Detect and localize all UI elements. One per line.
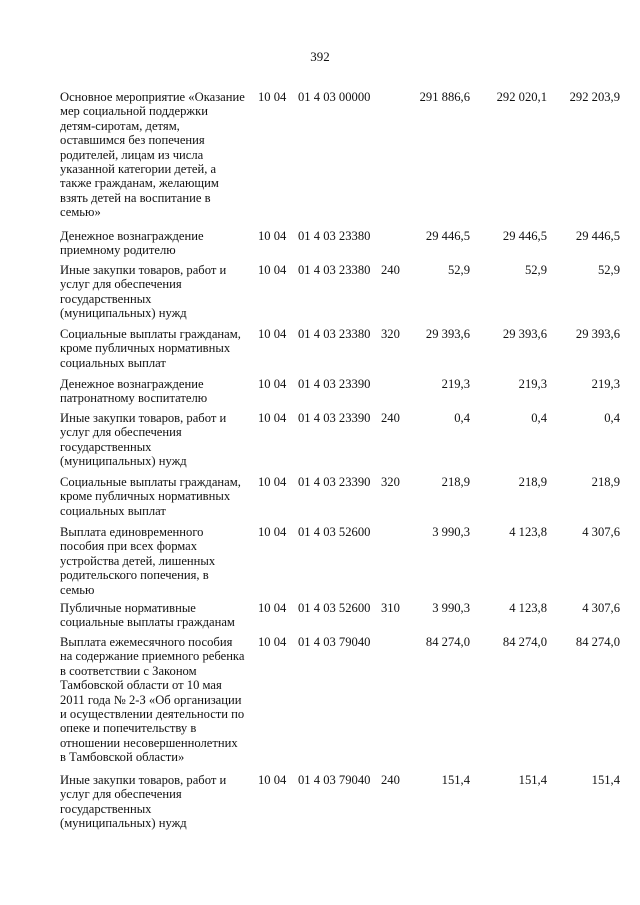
- row-value-year-1: 52,9: [447, 263, 470, 277]
- row-value-year-3: 84 274,0: [575, 635, 620, 649]
- row-target-article: 01 4 03 23390: [298, 475, 371, 489]
- row-target-article: 01 4 03 52600: [298, 601, 371, 615]
- row-value-year-2: 0,4: [531, 411, 547, 425]
- row-value-year-2: 52,9: [524, 263, 547, 277]
- row-value-year-3: 29 446,5: [575, 229, 620, 243]
- row-target-article: 01 4 03 79040: [298, 635, 371, 649]
- row-section-code: 10 04: [258, 263, 287, 277]
- row-value-year-1: 151,4: [441, 773, 470, 787]
- row-value-year-3: 0,4: [604, 411, 620, 425]
- row-expense-type: 240: [381, 263, 400, 277]
- row-value-year-2: 4 123,8: [509, 525, 547, 539]
- page-number: 392: [310, 49, 330, 64]
- row-description: Иные закупки товаров, работ и услуг для обеспечения государственных (муниципальных) нужд: [60, 773, 227, 831]
- row-description: Выплата единовременного пособия при всех формах устройства детей, лишенных родительского попечения, в семью: [60, 525, 216, 597]
- row-value-year-3: 219,3: [591, 377, 620, 391]
- row-value-year-3: 29 393,6: [575, 327, 620, 341]
- row-section-code: 10 04: [258, 377, 287, 391]
- row-expense-type: 310: [381, 601, 400, 615]
- row-section-code: 10 04: [258, 229, 287, 243]
- row-value-year-2: 219,3: [518, 377, 547, 391]
- row-description: Денежное вознаграждение приемному родителю: [60, 229, 204, 258]
- row-description: Публичные нормативные социальные выплаты гражданам: [60, 601, 235, 630]
- row-value-year-1: 291 886,6: [419, 90, 470, 104]
- row-value-year-1: 219,3: [441, 377, 470, 391]
- row-description: Социальные выплаты гражданам, кроме публичных нормативных социальных выплат: [60, 327, 241, 370]
- row-value-year-3: 4 307,6: [582, 601, 620, 615]
- row-target-article: 01 4 03 23380: [298, 263, 371, 277]
- row-description: Иные закупки товаров, работ и услуг для обеспечения государственных (муниципальных) нужд: [60, 411, 227, 469]
- row-section-code: 10 04: [258, 475, 287, 489]
- row-value-year-1: 3 990,3: [432, 525, 470, 539]
- row-value-year-3: 52,9: [597, 263, 620, 277]
- row-target-article: 01 4 03 23380: [298, 327, 371, 341]
- row-value-year-1: 84 274,0: [425, 635, 470, 649]
- row-expense-type: 240: [381, 773, 400, 787]
- row-value-year-3: 292 203,9: [569, 90, 620, 104]
- row-section-code: 10 04: [258, 327, 287, 341]
- row-value-year-1: 0,4: [454, 411, 470, 425]
- row-value-year-2: 29 446,5: [502, 229, 547, 243]
- row-value-year-1: 218,9: [441, 475, 470, 489]
- row-description: Денежное вознаграждение патронатному воспитателю: [60, 377, 208, 406]
- row-value-year-3: 151,4: [591, 773, 620, 787]
- row-target-article: 01 4 03 23390: [298, 411, 371, 425]
- row-target-article: 01 4 03 23380: [298, 229, 371, 243]
- row-value-year-2: 292 020,1: [496, 90, 547, 104]
- row-section-code: 10 04: [258, 525, 287, 539]
- row-description: Выплата ежемесячного пособия на содержание приемного ребенка в соответствии с Законом Тамбовской области от 10 мая 2011 года № 2-З «Об организации и осуществлении деятельности по опеке и попечительству в отношении несовершеннолетних в Тамбовской области»: [60, 635, 245, 765]
- row-expense-type: 320: [381, 327, 400, 341]
- row-target-article: 01 4 03 79040: [298, 773, 371, 787]
- row-description: Иные закупки товаров, работ и услуг для обеспечения государственных (муниципальных) нужд: [60, 263, 227, 321]
- row-expense-type: 320: [381, 475, 400, 489]
- row-value-year-1: 29 393,6: [425, 327, 470, 341]
- row-value-year-2: 84 274,0: [502, 635, 547, 649]
- row-section-code: 10 04: [258, 90, 287, 104]
- row-value-year-3: 4 307,6: [582, 525, 620, 539]
- row-section-code: 10 04: [258, 635, 287, 649]
- row-value-year-2: 4 123,8: [509, 601, 547, 615]
- row-value-year-2: 218,9: [518, 475, 547, 489]
- row-description: Основное мероприятие «Оказание мер социальной поддержки детям-сиротам, детям, оставшимся без попечения родителей, лицам из числа указанной категории детей, а также гражданам, желающим взять детей на воспитание в семью»: [60, 90, 245, 220]
- row-target-article: 01 4 03 52600: [298, 525, 371, 539]
- row-expense-type: 240: [381, 411, 400, 425]
- row-value-year-2: 29 393,6: [502, 327, 547, 341]
- row-value-year-2: 151,4: [518, 773, 547, 787]
- row-section-code: 10 04: [258, 601, 287, 615]
- row-target-article: 01 4 03 00000: [298, 90, 371, 104]
- row-value-year-1: 3 990,3: [432, 601, 470, 615]
- row-section-code: 10 04: [258, 773, 287, 787]
- row-description: Социальные выплаты гражданам, кроме публичных нормативных социальных выплат: [60, 475, 241, 518]
- row-value-year-1: 29 446,5: [425, 229, 470, 243]
- row-value-year-3: 218,9: [591, 475, 620, 489]
- row-section-code: 10 04: [258, 411, 287, 425]
- row-target-article: 01 4 03 23390: [298, 377, 371, 391]
